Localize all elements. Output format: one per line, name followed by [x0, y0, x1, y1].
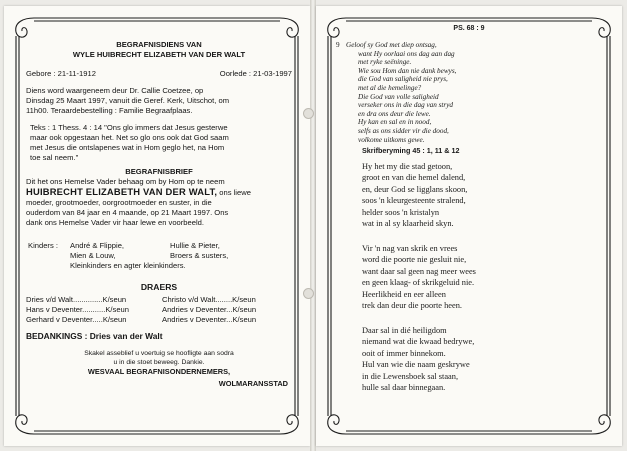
family-entry: Hullie & Pieter, — [170, 241, 220, 250]
children-label: Kinders : — [28, 241, 58, 250]
hymn-line: niemand wat die kwaad bedrywe, — [362, 337, 475, 347]
psalm-line: Die God van volle saligheid — [358, 92, 439, 101]
family-entry: André & Flippie, — [70, 241, 125, 250]
notice-line: dank ons Hemelse Vader vir haar lewe en voorbeeld. — [26, 218, 204, 227]
hymn-line: in die Lewensboek sal staan, — [362, 371, 459, 381]
hymn-line: groot en van die hemel dalend, — [362, 173, 466, 183]
hymn-line: Vir 'n nag van skrik en vrees — [362, 244, 458, 253]
psalm-line: Hy kan en sal en in nood, — [358, 118, 432, 127]
death-date: Oorlede : 21-03-1997 — [219, 69, 292, 78]
grandchildren: Kleinkinders en agter kleinkinders. — [70, 261, 186, 270]
service-details — [26, 86, 292, 116]
hymn-line: word die poorte nie gesluit nie, — [362, 255, 467, 265]
birth-date: Gebore : 21-11-1912 — [26, 69, 96, 78]
hymn-line: en, deur God se ligglans skoon, — [362, 184, 468, 194]
title-line-2: WYLE HUIBRECHT ELIZABETH VAN DER WALT — [72, 50, 246, 59]
psalm-line: die God van saligheid nie prys, — [358, 75, 448, 84]
deceased-name: HUIBRECHT ELIZABETH VAN DER WALT, — [26, 186, 218, 197]
hymn-stanza-2 — [362, 243, 476, 311]
death-notice — [26, 177, 292, 228]
bearer: Dries v/d Walt..............K/seun — [26, 295, 127, 304]
psalm-line: Geloof sy God met diep ontsag, — [346, 41, 437, 49]
notice-line: Dit het ons Hemelse Vader behaag om by Hom op te neem — [26, 177, 225, 186]
hymn-line: wat in al sy klaarheid skyn. — [362, 219, 454, 229]
family-entry: Mien & Louw, — [70, 251, 116, 260]
hymn-line: en geen klaag- of skrikgeluid nie. — [362, 278, 475, 288]
bearer: Andries v Deventer...K/seun — [162, 305, 257, 314]
family-list — [28, 241, 270, 271]
service-line: Dinsdag 25 Maart 1997, vanuit die Geref. Kerk, Uitschot, om — [26, 96, 230, 105]
hymn-stanza-3 — [362, 325, 474, 393]
hymn-stanza-1 — [362, 161, 467, 229]
hymn-line: Heerlikheid en eer alleen — [362, 289, 446, 299]
bearers-heading: DRAERS — [140, 282, 178, 292]
undertaker-name: WESVAAL BEGRAFNISONDERNEMERS, — [87, 367, 231, 376]
hymn-heading: Skrifberyming 45 : 1, 11 & 12 — [362, 146, 460, 155]
notice-line: moeder, grootmoeder, oorgrootmoeder en suster, in die — [26, 198, 212, 207]
bearers-list — [26, 295, 292, 325]
punch-hole — [303, 108, 314, 119]
bearer: Andries v Deventer...K/seun — [162, 315, 257, 324]
psalm-line: selfs as ons sidder vir die dood, — [358, 126, 449, 135]
notice-line: ouderdom van 84 jaar en 4 maande, op 21 Maart 1997. Ons — [26, 208, 229, 217]
death-notice-heading: BEGRAFNISBRIEF — [125, 167, 193, 176]
hymn-line: hulle sal daar binnegaan. — [362, 383, 446, 393]
hymn-line: Hy het my die stad getoon, — [362, 162, 453, 171]
family-entry: Broers & susters, — [170, 251, 229, 260]
psalm-line: met ryke seëninge. — [358, 58, 412, 67]
scripture-line: maar ook opgestaan het. Net so glo ons ook dat God saam — [30, 133, 229, 142]
bearer: Gerhard v Deventer.....K/seun — [26, 315, 127, 324]
punch-hole — [303, 288, 314, 299]
dates-row — [26, 69, 292, 79]
bearer: Christo v/d Walt........K/seun — [162, 295, 256, 304]
notice-name-tail: ons liewe — [219, 188, 251, 197]
hymn-line: Daar sal in dié heiligdom — [362, 326, 447, 335]
psalm-verse — [346, 41, 456, 144]
left-page — [4, 6, 310, 446]
hymn-line: ooit of immer binnekom. — [362, 348, 446, 358]
hymn-line: want daar sal geen nag meer wees — [362, 266, 476, 276]
hymn-line: Hul van wie die naam geskrywe — [362, 360, 470, 370]
right-page — [316, 6, 622, 446]
service-line: Diens word waargeneem deur Dr. Callie Coetzee, op — [26, 86, 204, 95]
note-line: u in die stoet beweeg. Dankie. — [113, 359, 205, 366]
psalm-line: volkome uitkoms gewe. — [358, 135, 425, 144]
verse-number: 9 — [336, 41, 340, 49]
psalm-line: en dra ons deur die lewe. — [358, 109, 431, 118]
scripture-line: met Jesus die ontslapenes wat in Hom geglo het, na Hom — [30, 143, 225, 152]
hymn-line: helder soos 'n kristalyn — [362, 207, 440, 217]
service-line: 11h00. Teraardebestelling : Familie Begraafplaas. — [26, 106, 193, 115]
scripture-text — [30, 123, 292, 163]
thanks-line: BEDANKINGS : Dries van der Walt — [26, 331, 163, 341]
bearer: Hans v Deventer...........K/seun — [26, 305, 129, 314]
psalm-line: met al die hemelinge? — [358, 83, 422, 92]
psalm-heading: PS. 68 : 9 — [453, 25, 485, 32]
procession-note — [26, 349, 292, 376]
notice-name-line — [26, 187, 292, 198]
scripture-line: toe sal neem." — [30, 153, 79, 162]
hymn-line: soos 'n kleurgesteente stralend, — [362, 196, 466, 206]
psalm-line: want Hy oorlaai ons dag aan dag — [358, 49, 455, 58]
title-block — [26, 40, 292, 60]
hymn-line: trek dan deur die poorte heen. — [362, 301, 462, 311]
scripture-line: Teks : 1 Thess. 4 : 14 "Ons glo immers dat Jesus gesterwe — [30, 123, 228, 132]
psalm-line: verseker ons in die dag van stryd — [358, 101, 454, 110]
note-line: Skakel asseblief u voertuig se hoofligte aan sodra — [84, 350, 234, 357]
undertaker-town: WOLMARANSSTAD — [218, 379, 288, 388]
psalm-line: Wie sou Hom dan nie dank bewys, — [358, 66, 457, 75]
title-line-1: BEGRAFNISDIENS VAN — [116, 40, 202, 49]
